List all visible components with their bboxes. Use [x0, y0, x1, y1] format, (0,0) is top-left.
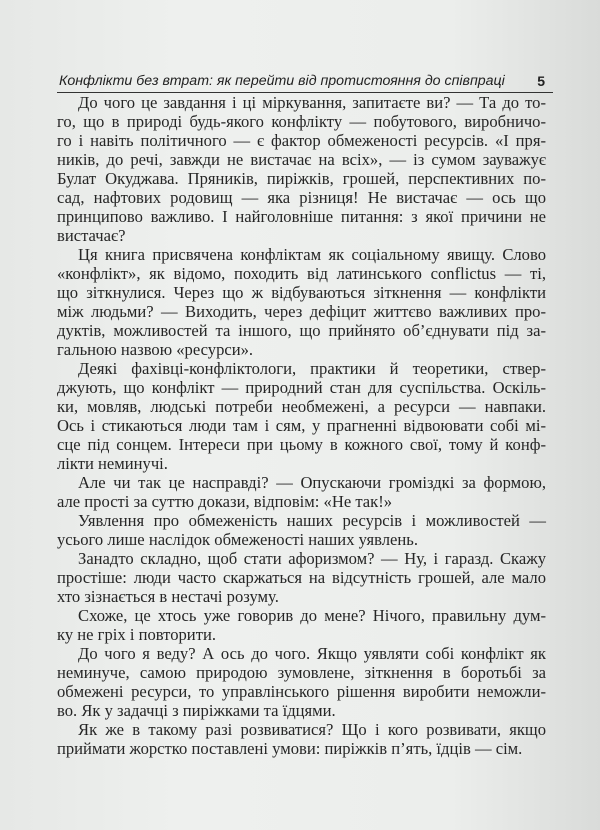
text-line: Але чи так це насправді? — Опускаючи громіздкі за формою, — [78, 473, 546, 492]
paragraph — [57, 359, 546, 473]
paragraph — [57, 511, 546, 549]
text-line: До чого це завдання і ці міркування, запитаєте ви? — Та до то- — [78, 93, 546, 112]
running-title: Конфлікти без втрат: як перейти від протистояння до співпраці — [59, 73, 505, 89]
text-line: Уявлення про обмеженість наших ресурсів і можливостей — — [78, 511, 546, 530]
paragraph — [57, 473, 546, 511]
text-line: го, що в природі будь-якого конфлікту — побутового, виробничо- — [57, 112, 546, 131]
text-line: До чого я веду? А ось до чого. Якщо уявляти собі конфлікт як — [78, 644, 546, 663]
text-line: Схоже, це хтось уже говорив до мене? Нічого, правильну дум- — [78, 606, 546, 625]
text-line: Булат Окуджава. Пряників, пиріжків, грошей, перспективних по- — [57, 169, 546, 188]
paragraph — [57, 720, 546, 758]
text-line: приймати жорстко поставлені умови: пиріжків п’ять, їдців — сім. — [57, 739, 523, 758]
text-line: ки, мовляв, людські потреби необмежені, а ресурси — навпаки. — [57, 397, 546, 416]
text-line: усього лише наслідок обмеженості наших уявлень. — [57, 530, 419, 549]
text-line: го і навіть політичного — є фактор обмеженості ресурсів. «І пря- — [57, 131, 546, 150]
text-line: обмежені ресурси, то управлінського рішення виробити неможли- — [57, 682, 546, 701]
text-line: ку не гріх і повторити. — [57, 625, 216, 644]
paragraph — [57, 93, 546, 245]
paragraph — [57, 644, 546, 720]
text-line: во. Як у задачці з пиріжками та їдцями. — [57, 701, 336, 720]
text-line: але прості за суттю докази, відповім: «Не так!» — [57, 492, 393, 511]
page-number: 5 — [537, 73, 545, 89]
text-line: Ця книга присвячена конфліктам як соціальному явищу. Слово — [78, 245, 546, 264]
text-line: джують, що конфлікт — природний стан для суспільства. Оскіль- — [57, 378, 546, 397]
paragraph — [57, 549, 546, 606]
text-line: сад, нафтових родовищ — яка різниця! Не вистачає — ось що — [57, 188, 546, 207]
text-line: дуктів, можливостей та іншого, що прийнято об’єднувати під за- — [57, 321, 546, 340]
text-line: простіше: люди часто скаржаться на відсутність грошей, але мало — [57, 568, 546, 587]
page-body — [57, 93, 546, 758]
text-line: вистачає? — [57, 226, 126, 245]
text-line: ників, до речі, завжди не вистачає на всіх», — із сумом зауважує — [57, 150, 546, 169]
text-line: хто зізнається в нестачі розуму. — [57, 587, 279, 606]
text-line: між людьми? — Виходить, через дефіцит життєво важливих про- — [57, 302, 546, 321]
text-line: Ось і стикаються люди там і сям, у прагненні відвоювати собі мі- — [57, 416, 546, 435]
text-line: «конфлікт», як відомо, походить від латинського conflictus — ті, — [57, 264, 546, 283]
running-header — [57, 72, 553, 93]
text-line: Як же в такому разі розвиватися? Що і кого розвивати, якщо — [78, 720, 546, 739]
text-line: гальною назвою «ресурси». — [57, 340, 254, 359]
text-line: Занадто складно, щоб стати афоризмом? — Ну, і гаразд. Скажу — [78, 549, 546, 568]
text-line: Деякі фахівці-конфліктологи, практики й теоретики, ствер- — [78, 359, 546, 378]
paragraph — [57, 245, 546, 359]
text-line: неминуче, самою природою зумовлене, зіткнення в боротьбі за — [57, 663, 546, 682]
paragraph — [57, 606, 546, 644]
text-line: лікти неминучі. — [57, 454, 168, 473]
text-line: що зіткнулися. Через що ж відбуваються зіткнення — конфлікти — [57, 283, 546, 302]
text-line: сце під сонцем. Інтереси при цьому в кожного свої, тому й конф- — [57, 435, 546, 454]
text-line: принципово важливо. І найголовніше питання: з якої причини не — [57, 207, 546, 226]
